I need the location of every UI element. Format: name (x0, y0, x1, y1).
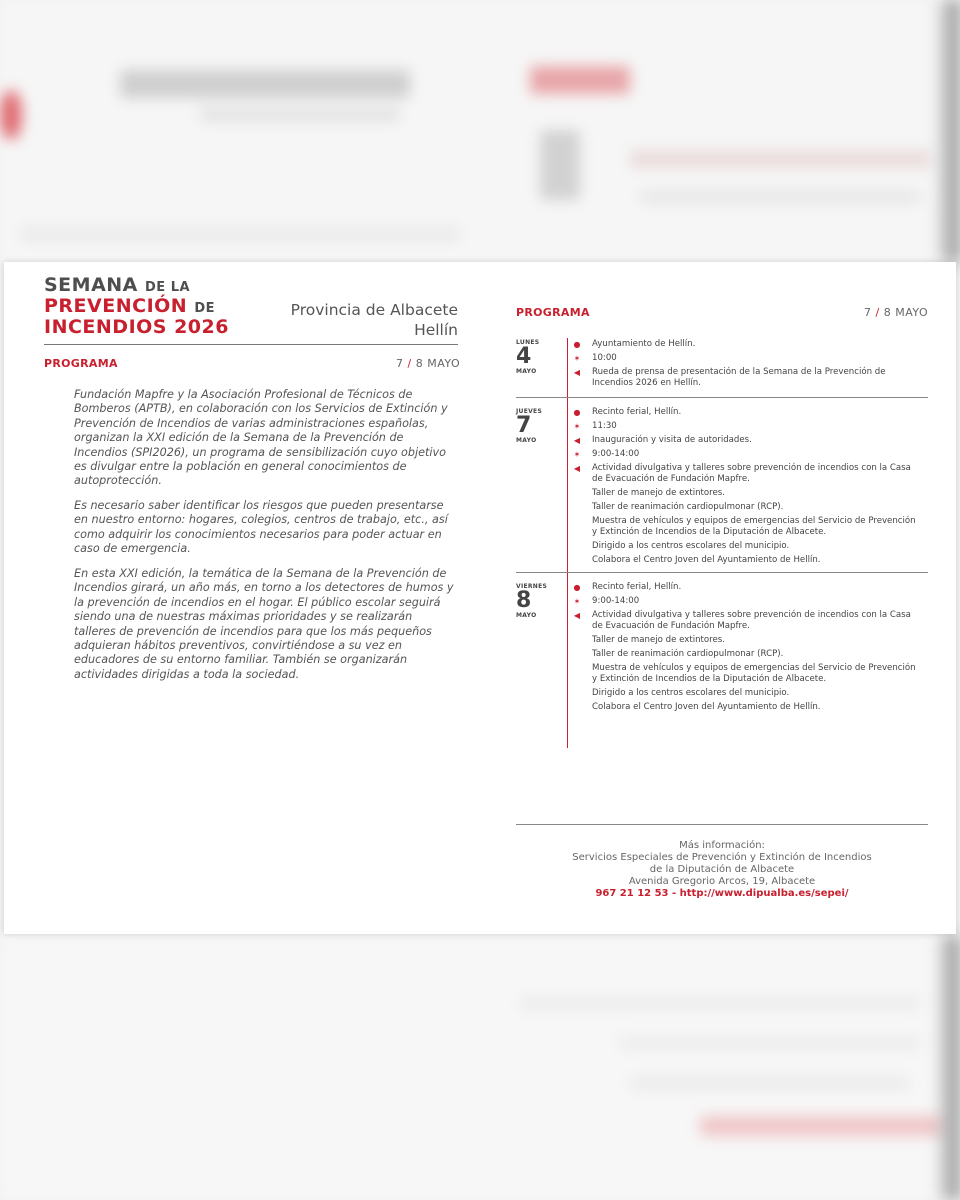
location-pin-icon: ● (573, 583, 581, 592)
province-label: Provincia de Albacete (290, 301, 458, 319)
list-item: Colabora el Centro Joven del Ayuntamiento de Hellín. (592, 555, 821, 565)
town-label: Hellín (414, 321, 458, 339)
list-item: ● Recinto ferial, Hellín. (573, 582, 682, 592)
footer-divider (516, 824, 928, 825)
poster-title (44, 276, 229, 337)
clock-icon: ✶ (573, 597, 581, 606)
day-thursday: JUEVES 7 MAYO (516, 408, 543, 444)
location-pin-icon: ● (573, 408, 581, 417)
timeline-line (567, 338, 568, 748)
left-section-label: PROGRAMA (44, 357, 118, 370)
list-item: ◀ Inauguración y visita de autoridades. (573, 435, 752, 445)
list-item: ◀ Actividad divulgativa y talleres sobre prevención de incendios con la Casa de Evacuación de Fundación Mapfre. (573, 610, 911, 631)
location-block (254, 300, 458, 340)
list-item: ● Recinto ferial, Hellín. (573, 407, 682, 417)
footer-org-2: de la Diputación de Albacete (649, 864, 795, 875)
list-item: ● Ayuntamiento de Hellín. (573, 339, 696, 349)
list-item: Taller de manejo de extintores. (592, 488, 726, 498)
title-de-la: DE LA (145, 280, 191, 295)
clock-icon: ✶ (573, 354, 581, 363)
title-divider (44, 344, 458, 345)
day-separator (516, 572, 928, 573)
megaphone-icon: ◀ (573, 368, 581, 377)
footer-org: Servicios Especiales de Prevención y Extinción de Incendios (572, 852, 872, 863)
list-item: Taller de reanimación cardiopulmonar (RCP). (592, 502, 784, 512)
list-item: ◀ Actividad divulgativa y talleres sobre prevención de incendios con la Casa de Evacuación de Fundación Mapfre. (573, 463, 911, 484)
list-item: ◀ Rueda de prensa de presentación de la Semana de la Prevención de Incendios 2026 en Hellín. (573, 367, 886, 388)
footer-address: Avenida Gregorio Arcos, 19, Albacete (628, 876, 816, 887)
day-separator (516, 397, 928, 398)
intro-paragraph: Fundación Mapfre y la Asociación Profesional de Técnicos de Bomberos (APTB), en colaboración con los Servicios de Extinción y Prevención de Incendios de varias administraciones españolas, organizan la XXI edición de la Semana de la Prevención de Incendios (SPI2026), un programa de sensibilización cuyo objetivo es divulgar entre la población en general conocimientos de autoprotección. (74, 388, 448, 488)
megaphone-icon: ◀ (573, 436, 581, 445)
right-date: 7 / 8 MAYO (864, 306, 929, 319)
list-item: Muestra de vehículos y equipos de emergencias del Servicio de Prevención y Extinción de Incendios de la Diputación de Albacete. (592, 663, 916, 684)
list-item: ✶ 9:00-14:00 (573, 596, 640, 606)
list-item: ✶ 11:30 (573, 421, 617, 431)
list-item: Taller de reanimación cardiopulmonar (RCP). (592, 649, 784, 659)
list-item: ✶ 10:00 (573, 353, 617, 363)
title-semana: SEMANA (44, 274, 138, 296)
list-item: Taller de manejo de extintores. (592, 635, 726, 645)
location-pin-icon: ● (573, 340, 581, 349)
title-de: DE (194, 301, 215, 316)
list-item: Dirigido a los centros escolares del municipio. (592, 541, 790, 551)
megaphone-icon: ◀ (573, 611, 581, 620)
clock-icon: ✶ (573, 450, 581, 459)
title-prevencion: PREVENCIÓN (44, 295, 188, 317)
risks-paragraph: Es necesario saber identificar los riesgos que pueden presentarse en nuestro entorno: hogares, colegios, centros de trabajo, etc., así como adquirir los conocimientos necesarios para poder actuar en caso de emergencia. (74, 499, 448, 556)
day-friday: VIERNES 8 MAYO (516, 583, 548, 619)
poster-card (4, 262, 956, 934)
contact-footer (516, 840, 928, 900)
list-item: Muestra de vehículos y equipos de emergencias del Servicio de Prevención y Extinción de Incendios de la Diputación de Albacete. (592, 516, 916, 537)
edition-paragraph: En esta XXI edición, la temática de la Semana de la Prevención de Incendios girará, un año más, en torno a los detectores de humos y la prevención de incendios en el hogar. El público escolar seguirá siendo una de nuestras máximas prioridades y se realizarán talleres de prevención de incendios para que los más pequeños adquieran hábitos preventivos, convirtiéndose a su vez en educadores de su entorno familiar. También se organizarán actividades dirigidas a toda la sociedad. (74, 567, 454, 681)
footer-contact-link[interactable]: 967 21 12 53 - http://www.dipualba.es/sepei/ (595, 888, 849, 899)
footer-heading: Más información: (679, 840, 765, 851)
list-item: Colabora el Centro Joven del Ayuntamiento de Hellín. (592, 702, 821, 712)
day-monday: LUNES 4 MAYO (516, 339, 540, 375)
title-incendios: INCENDIOS 2026 (44, 316, 229, 338)
list-item: ✶ 9:00-14:00 (573, 449, 640, 459)
list-item: Dirigido a los centros escolares del municipio. (592, 688, 790, 698)
megaphone-icon: ◀ (573, 464, 581, 473)
right-section-label: PROGRAMA (516, 306, 590, 319)
left-date: 7 / 8 MAYO (396, 357, 461, 370)
clock-icon: ✶ (573, 422, 581, 431)
